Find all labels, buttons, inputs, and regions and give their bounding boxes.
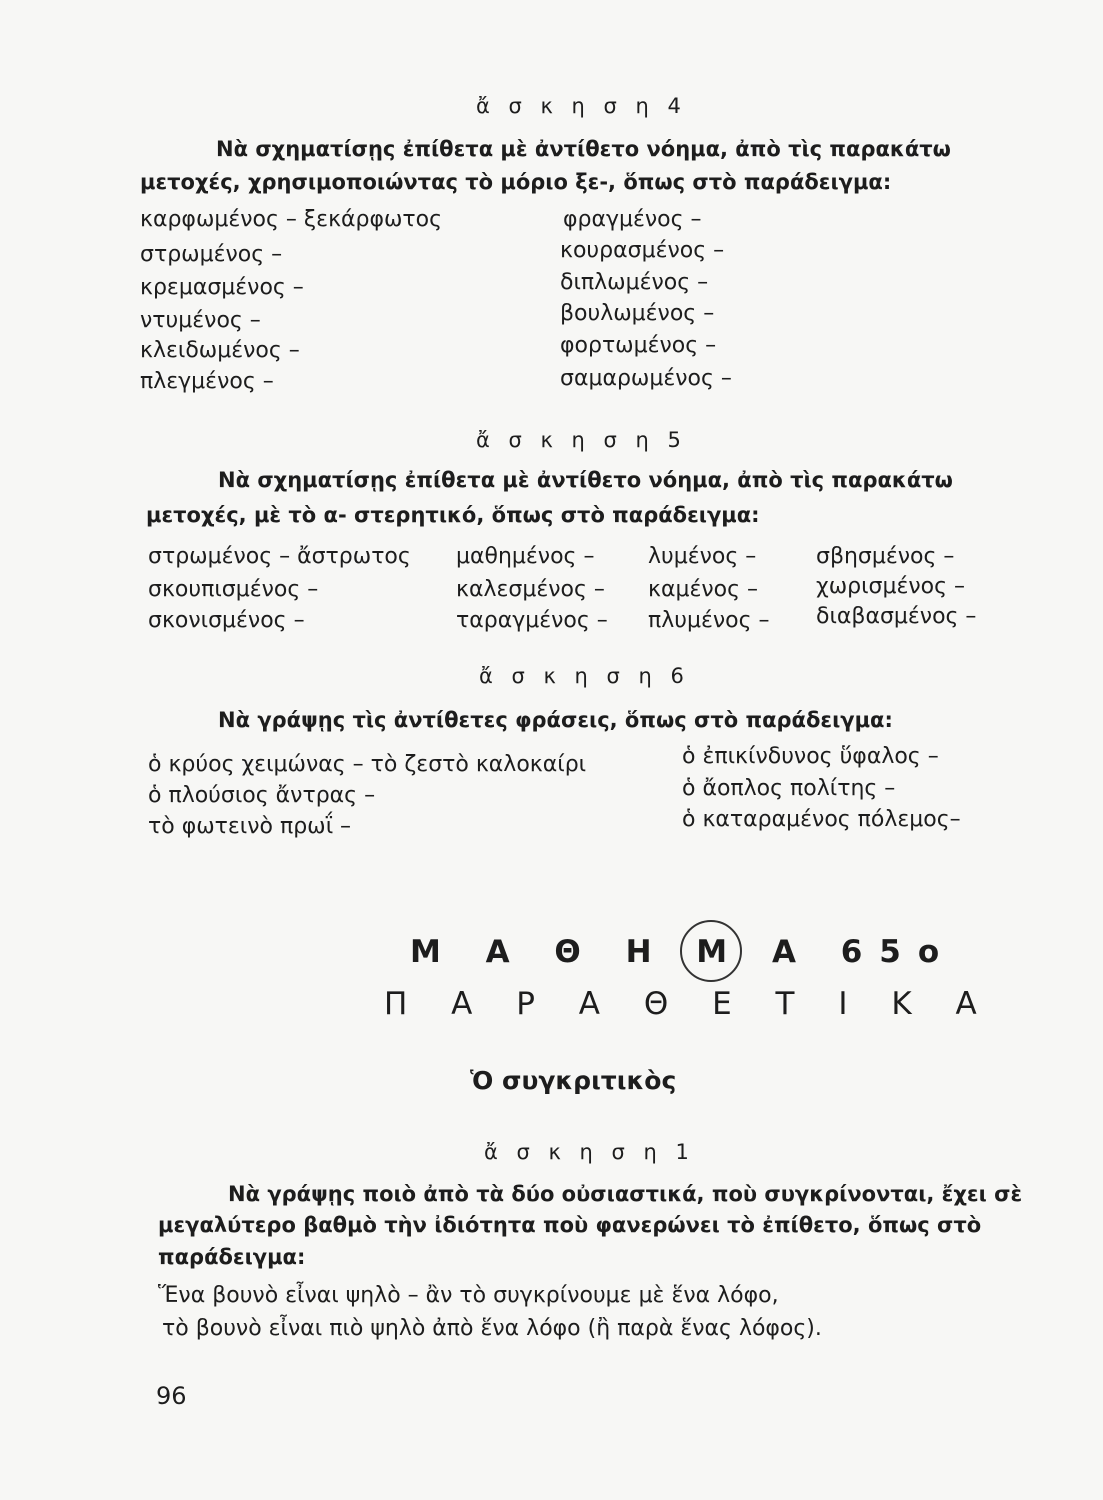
exercise-5-word: σκονισμένος – <box>148 608 305 633</box>
exercise-5-word: μαθημένος – <box>456 544 595 569</box>
handwritten-circle-mark <box>680 920 742 982</box>
exercise-4-word: πλεγμένος – <box>140 369 274 394</box>
exercise-4-instruction-line-1: Νὰ σχηματίσῃς ἐπίθετα μὲ ἀντίθετο νόημα, ἀπὸ τὶς παρακάτω <box>216 137 951 161</box>
exercise-6-phrase: τὸ φωτεινὸ πρωΐ – <box>148 814 352 839</box>
exercise-5-word: πλυμένος – <box>648 608 770 633</box>
section-title: Ὁ συγκριτικὸς <box>470 1066 677 1095</box>
exercise-4-word: φορτωμένος – <box>560 333 717 358</box>
exercise-6-phrase: ὁ ἄοπλος πολίτης – <box>682 776 896 801</box>
exercise-4-word: κλειδωμένος – <box>140 338 300 363</box>
exercise-5-word: σκουπισμένος – <box>148 577 319 602</box>
exercise-6-phrase: ὁ ἐπικίνδυνος ὕφαλος – <box>682 744 939 769</box>
exercise-4-instruction-line-2: μετοχές, χρησιμοποιώντας τὸ μόριο ξε-, ὅπως στὸ παράδειγμα: <box>140 170 892 194</box>
exercise-1-instruction-line-3: παράδειγμα: <box>158 1245 306 1269</box>
lesson-subtitle: Π Α Ρ Α Θ Ε Τ Ι Κ Α <box>384 986 994 1022</box>
exercise-1-heading: ἄ σ κ η σ η 1 <box>484 1140 695 1164</box>
exercise-4-word: διπλωμένος – <box>560 270 709 295</box>
exercise-5-instruction-line-2: μετοχές, μὲ τὸ α- στερητικό, ὅπως στὸ παράδειγμα: <box>146 503 760 527</box>
exercise-6-phrase: ὁ κρύος χειμώνας – τὸ ζεστὸ καλοκαίρι <box>148 752 587 777</box>
lesson-title: Μ Α Θ Η Μ Α 65ο <box>410 934 957 970</box>
exercise-1-instruction-line-1: Νὰ γράψῃς ποιὸ ἀπὸ τὰ δύο οὐσιαστικά, ποὺ συγκρίνονται, ἔχει σὲ <box>228 1182 1023 1206</box>
exercise-5-word: στρωμένος – ἄστρωτος <box>148 544 411 569</box>
exercise-4-word: σαμαρωμένος – <box>560 366 732 391</box>
exercise-5-word: χωρισμένος – <box>816 574 966 599</box>
page-number: 96 <box>156 1382 187 1410</box>
exercise-4-word: βουλωμένος – <box>560 301 715 326</box>
exercise-5-instruction-line-1: Νὰ σχηματίσῃς ἐπίθετα μὲ ἀντίθετο νόημα, ἀπὸ τὶς παρακάτω <box>218 468 953 492</box>
exercise-6-phrase: ὁ καταραμένος πόλεμος– <box>682 807 961 832</box>
exercise-4-word: κουρασμένος – <box>560 238 725 263</box>
exercise-6-phrase: ὁ πλούσιος ἄντρας – <box>148 783 376 808</box>
exercise-5-word: καλεσμένος – <box>456 577 605 602</box>
exercise-5-word: διαβασμένος – <box>816 604 977 629</box>
exercise-1-instruction-line-2: μεγαλύτερο βαθμὸ τὴν ἰδιότητα ποὺ φανερώνει τὸ ἐπίθετο, ὅπως στὸ <box>158 1213 982 1237</box>
exercise-5-heading: ἄ σ κ η σ η 5 <box>476 428 687 452</box>
exercise-5-word: καμένος – <box>648 577 759 602</box>
exercise-6-heading: ἄ σ κ η σ η 6 <box>479 664 690 688</box>
exercise-4-word: φραγμένος – <box>563 207 702 232</box>
exercise-4-heading: ἄ σ κ η σ η 4 <box>476 94 687 118</box>
exercise-5-word: λυμένος – <box>648 544 757 569</box>
exercise-4-word: στρωμένος – <box>140 242 283 267</box>
exercise-5-word: σβησμένος – <box>816 544 955 569</box>
exercise-4-word: ντυμένος – <box>140 308 261 333</box>
exercise-1-example-line-2: τὸ βουνὸ εἶναι πιὸ ψηλὸ ἀπὸ ἕνα λόφο (ἢ παρὰ ἕνας λόφος). <box>162 1316 822 1341</box>
exercise-4-word: κρεμασμένος – <box>140 275 304 300</box>
exercise-5-word: ταραγμένος – <box>456 608 608 633</box>
exercise-1-example-line-1: Ἕνα βουνὸ εἶναι ψηλὸ – ἂν τὸ συγκρίνουμε μὲ ἕνα λόφο, <box>158 1283 779 1308</box>
exercise-4-word: καρφωμένος – ξεκάρφωτος <box>140 207 443 232</box>
exercise-6-instruction: Νὰ γράψῃς τὶς ἀντίθετες φράσεις, ὅπως στὸ παράδειγμα: <box>218 708 893 732</box>
